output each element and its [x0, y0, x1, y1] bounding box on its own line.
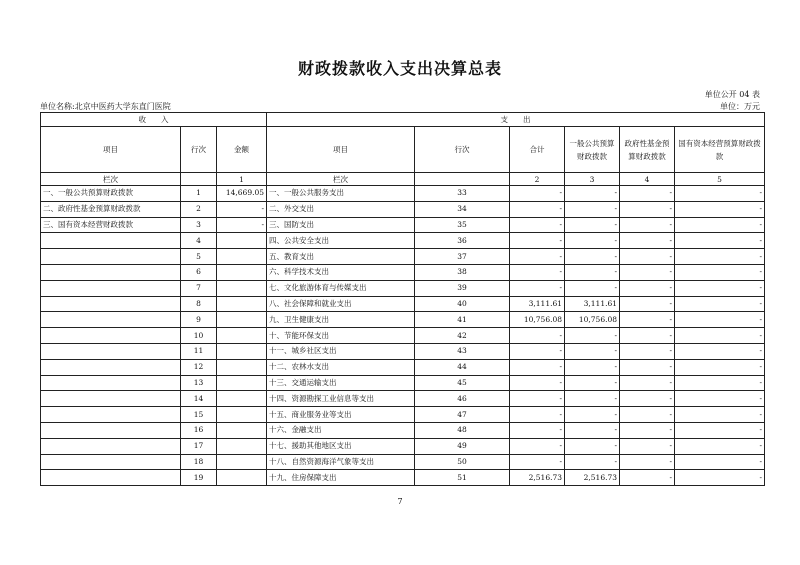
income-line-cell: 6 — [181, 264, 217, 280]
general-budget-amount-cell: - — [565, 249, 620, 265]
income-amount-cell — [217, 343, 267, 359]
income-line-cell: 4 — [181, 233, 217, 249]
expense-item-cell: 十四、资源勘探工业信息等支出 — [267, 391, 415, 407]
form-number: 单位公开 04 表 — [704, 90, 760, 99]
general-budget-amount-cell: - — [565, 375, 620, 391]
total-amount-cell: 2,516.73 — [510, 470, 565, 486]
table-row — [41, 343, 765, 359]
income-amount-cell — [217, 391, 267, 407]
total-header: 合计 — [510, 127, 565, 173]
income-line-cell: 13 — [181, 375, 217, 391]
state-capital-amount-cell: - — [675, 343, 765, 359]
total-amount-cell: - — [510, 280, 565, 296]
income-amount-cell — [217, 454, 267, 470]
table-row — [41, 454, 765, 470]
empty-cell — [181, 173, 217, 186]
state-capital-amount-cell: - — [675, 438, 765, 454]
general-budget-amount-cell: - — [565, 264, 620, 280]
general-budget-amount-cell: 3,111.61 — [565, 296, 620, 312]
table-body — [41, 186, 765, 486]
expense-item-cell: 七、文化旅游体育与传媒支出 — [267, 280, 415, 296]
state-capital-header: 国有资本经营预算财政拨款 — [675, 127, 765, 173]
income-item-cell — [41, 391, 181, 407]
income-amount-cell: - — [217, 201, 267, 217]
general-budget-amount-cell: - — [565, 233, 620, 249]
total-amount-cell: - — [510, 359, 565, 375]
gov-fund-amount-cell: - — [620, 280, 675, 296]
fiscal-summary-table — [40, 112, 765, 486]
table-row — [41, 217, 765, 233]
income-item-cell — [41, 438, 181, 454]
gov-fund-header: 政府性基金预算财政拨款 — [620, 127, 675, 173]
income-line-cell: 3 — [181, 217, 217, 233]
expense-line-cell: 35 — [415, 217, 510, 233]
income-line-cell: 16 — [181, 422, 217, 438]
currency-unit: 单位：万元 — [720, 102, 760, 111]
table-row — [41, 375, 765, 391]
expense-line-cell: 47 — [415, 407, 510, 423]
table-row — [41, 407, 765, 423]
total-amount-cell: - — [510, 391, 565, 407]
total-amount-cell: - — [510, 375, 565, 391]
general-budget-amount-cell: 10,756.08 — [565, 312, 620, 328]
header-row-columns — [41, 127, 765, 173]
state-capital-amount-cell: - — [675, 217, 765, 233]
expense-item-cell: 十五、商业服务业等支出 — [267, 407, 415, 423]
general-budget-amount-cell: - — [565, 201, 620, 217]
income-item-cell — [41, 407, 181, 423]
column-number-5: 5 — [675, 173, 765, 186]
gov-fund-amount-cell: - — [620, 296, 675, 312]
income-line-cell: 2 — [181, 201, 217, 217]
income-line-cell: 9 — [181, 312, 217, 328]
expense-line-cell: 43 — [415, 343, 510, 359]
column-number-4: 4 — [620, 173, 675, 186]
table-row — [41, 328, 765, 344]
income-item-cell — [41, 359, 181, 375]
table-row — [41, 312, 765, 328]
total-amount-cell: - — [510, 438, 565, 454]
gov-fund-amount-cell: - — [620, 201, 675, 217]
income-amount-cell — [217, 359, 267, 375]
expense-line-cell: 46 — [415, 391, 510, 407]
state-capital-amount-cell: - — [675, 233, 765, 249]
expense-item-cell: 五、教育支出 — [267, 249, 415, 265]
page-number: 7 — [397, 497, 403, 506]
table-row — [41, 201, 765, 217]
expense-line-cell: 38 — [415, 264, 510, 280]
total-amount-cell: - — [510, 328, 565, 344]
header-row-sections — [41, 113, 765, 127]
expense-item-cell: 八、社会保障和就业支出 — [267, 296, 415, 312]
income-line-cell: 5 — [181, 249, 217, 265]
gov-fund-amount-cell: - — [620, 233, 675, 249]
expense-item-cell: 二、外交支出 — [267, 201, 415, 217]
income-amount-cell — [217, 438, 267, 454]
income-amount-cell: 14,669.05 — [217, 186, 267, 202]
income-line-cell: 10 — [181, 328, 217, 344]
expense-line-cell: 42 — [415, 328, 510, 344]
gov-fund-amount-cell: - — [620, 422, 675, 438]
expense-line-cell: 40 — [415, 296, 510, 312]
income-line-cell: 18 — [181, 454, 217, 470]
total-amount-cell: - — [510, 407, 565, 423]
income-item-cell — [41, 280, 181, 296]
table-row — [41, 438, 765, 454]
expense-line-cell: 41 — [415, 312, 510, 328]
total-amount-cell: - — [510, 343, 565, 359]
income-item-cell: 二、政府性基金预算财政拨款 — [41, 201, 181, 217]
column-number-2: 2 — [510, 173, 565, 186]
gov-fund-amount-cell: - — [620, 312, 675, 328]
general-budget-amount-cell: 2,516.73 — [565, 470, 620, 486]
table-row — [41, 280, 765, 296]
income-line-header: 行次 — [181, 127, 217, 173]
general-budget-amount-cell: - — [565, 422, 620, 438]
table-row — [41, 186, 765, 202]
income-item-cell — [41, 312, 181, 328]
income-item-cell — [41, 343, 181, 359]
general-budget-amount-cell: - — [565, 391, 620, 407]
income-item-cell — [41, 233, 181, 249]
income-item-cell — [41, 296, 181, 312]
gov-fund-amount-cell: - — [620, 217, 675, 233]
total-amount-cell: - — [510, 422, 565, 438]
income-line-cell: 8 — [181, 296, 217, 312]
expense-item-cell: 十二、农林水支出 — [267, 359, 415, 375]
expense-line-cell: 48 — [415, 422, 510, 438]
state-capital-amount-cell: - — [675, 201, 765, 217]
income-amount-cell — [217, 470, 267, 486]
column-number-1: 1 — [217, 173, 267, 186]
total-amount-cell: 3,111.61 — [510, 296, 565, 312]
expense-line-cell: 50 — [415, 454, 510, 470]
general-budget-amount-cell: - — [565, 454, 620, 470]
gov-fund-amount-cell: - — [620, 438, 675, 454]
income-item-header: 项目 — [41, 127, 181, 173]
general-budget-amount-cell: - — [565, 280, 620, 296]
income-line-cell: 14 — [181, 391, 217, 407]
gov-fund-amount-cell: - — [620, 375, 675, 391]
state-capital-amount-cell: - — [675, 249, 765, 265]
state-capital-amount-cell: - — [675, 280, 765, 296]
table-row — [41, 233, 765, 249]
expense-item-header: 项目 — [267, 127, 415, 173]
income-amount-cell — [217, 233, 267, 249]
state-capital-amount-cell: - — [675, 264, 765, 280]
income-item-cell — [41, 375, 181, 391]
total-amount-cell: - — [510, 233, 565, 249]
income-amount-cell — [217, 264, 267, 280]
gov-fund-amount-cell: - — [620, 264, 675, 280]
income-amount-cell — [217, 280, 267, 296]
column-number-label-2: 栏次 — [267, 173, 415, 186]
column-number-3: 3 — [565, 173, 620, 186]
table-row — [41, 264, 765, 280]
income-amount-cell — [217, 312, 267, 328]
expense-item-cell: 一、一般公共服务支出 — [267, 186, 415, 202]
income-line-cell: 15 — [181, 407, 217, 423]
expense-line-header: 行次 — [415, 127, 510, 173]
table-row — [41, 249, 765, 265]
income-line-cell: 12 — [181, 359, 217, 375]
income-line-cell: 11 — [181, 343, 217, 359]
unit-name: 单位名称:北京中医药大学东直门医院 — [40, 102, 171, 111]
state-capital-amount-cell: - — [675, 328, 765, 344]
income-item-cell — [41, 249, 181, 265]
income-line-cell: 17 — [181, 438, 217, 454]
gov-fund-amount-cell: - — [620, 470, 675, 486]
gov-fund-amount-cell: - — [620, 186, 675, 202]
total-amount-cell: - — [510, 454, 565, 470]
gov-fund-amount-cell: - — [620, 391, 675, 407]
income-amount-cell — [217, 296, 267, 312]
income-amount-cell — [217, 422, 267, 438]
income-amount-cell: - — [217, 217, 267, 233]
income-amount-header: 金额 — [217, 127, 267, 173]
table-row — [41, 359, 765, 375]
expense-line-cell: 45 — [415, 375, 510, 391]
table-row — [41, 470, 765, 486]
income-line-cell: 19 — [181, 470, 217, 486]
expense-item-cell: 三、国防支出 — [267, 217, 415, 233]
general-budget-amount-cell: - — [565, 359, 620, 375]
state-capital-amount-cell: - — [675, 470, 765, 486]
expense-line-cell: 36 — [415, 233, 510, 249]
expense-item-cell: 六、科学技术支出 — [267, 264, 415, 280]
expense-line-cell: 33 — [415, 186, 510, 202]
expense-line-cell: 37 — [415, 249, 510, 265]
state-capital-amount-cell: - — [675, 296, 765, 312]
gov-fund-amount-cell: - — [620, 343, 675, 359]
total-amount-cell: - — [510, 217, 565, 233]
state-capital-amount-cell: - — [675, 391, 765, 407]
general-budget-amount-cell: - — [565, 217, 620, 233]
income-amount-cell — [217, 375, 267, 391]
income-line-cell: 1 — [181, 186, 217, 202]
income-item-cell: 三、国有资本经营财政拨款 — [41, 217, 181, 233]
total-amount-cell: - — [510, 249, 565, 265]
expense-item-cell: 十七、援助其他地区支出 — [267, 438, 415, 454]
empty-cell — [415, 173, 510, 186]
expense-item-cell: 四、公共安全支出 — [267, 233, 415, 249]
general-budget-amount-cell: - — [565, 328, 620, 344]
state-capital-amount-cell: - — [675, 454, 765, 470]
state-capital-amount-cell: - — [675, 312, 765, 328]
income-item-cell — [41, 470, 181, 486]
general-budget-amount-cell: - — [565, 438, 620, 454]
income-item-cell — [41, 328, 181, 344]
table-row — [41, 296, 765, 312]
state-capital-amount-cell: - — [675, 407, 765, 423]
expense-item-cell: 十三、交通运输支出 — [267, 375, 415, 391]
table-row — [41, 391, 765, 407]
state-capital-amount-cell: - — [675, 422, 765, 438]
expense-section-header: 支 出 — [267, 113, 765, 127]
gov-fund-amount-cell: - — [620, 407, 675, 423]
page-title: 财政拨款收入支出决算总表 — [297, 59, 502, 78]
income-amount-cell — [217, 249, 267, 265]
expense-item-cell: 十九、住房保障支出 — [267, 470, 415, 486]
gov-fund-amount-cell: - — [620, 249, 675, 265]
income-amount-cell — [217, 328, 267, 344]
table-row — [41, 422, 765, 438]
expense-line-cell: 51 — [415, 470, 510, 486]
general-budget-amount-cell: - — [565, 343, 620, 359]
expense-item-cell: 十六、金融支出 — [267, 422, 415, 438]
income-item-cell: 一、一般公共预算财政拨款 — [41, 186, 181, 202]
column-number-label: 栏次 — [41, 173, 181, 186]
income-amount-cell — [217, 407, 267, 423]
total-amount-cell: 10,756.08 — [510, 312, 565, 328]
general-budget-header: 一般公共预算财政拨款 — [565, 127, 620, 173]
expense-line-cell: 44 — [415, 359, 510, 375]
state-capital-amount-cell: - — [675, 186, 765, 202]
gov-fund-amount-cell: - — [620, 454, 675, 470]
total-amount-cell: - — [510, 264, 565, 280]
column-number-row — [41, 173, 765, 186]
expense-line-cell: 49 — [415, 438, 510, 454]
income-item-cell — [41, 454, 181, 470]
state-capital-amount-cell: - — [675, 359, 765, 375]
income-section-header: 收 入 — [41, 113, 267, 127]
general-budget-amount-cell: - — [565, 407, 620, 423]
expense-line-cell: 34 — [415, 201, 510, 217]
total-amount-cell: - — [510, 186, 565, 202]
expense-item-cell: 十八、自然资源海洋气象等支出 — [267, 454, 415, 470]
gov-fund-amount-cell: - — [620, 359, 675, 375]
expense-item-cell: 十、节能环保支出 — [267, 328, 415, 344]
income-line-cell: 7 — [181, 280, 217, 296]
income-item-cell — [41, 264, 181, 280]
expense-item-cell: 十一、城乡社区支出 — [267, 343, 415, 359]
total-amount-cell: - — [510, 201, 565, 217]
expense-line-cell: 39 — [415, 280, 510, 296]
general-budget-amount-cell: - — [565, 186, 620, 202]
gov-fund-amount-cell: - — [620, 328, 675, 344]
state-capital-amount-cell: - — [675, 375, 765, 391]
expense-item-cell: 九、卫生健康支出 — [267, 312, 415, 328]
income-item-cell — [41, 422, 181, 438]
